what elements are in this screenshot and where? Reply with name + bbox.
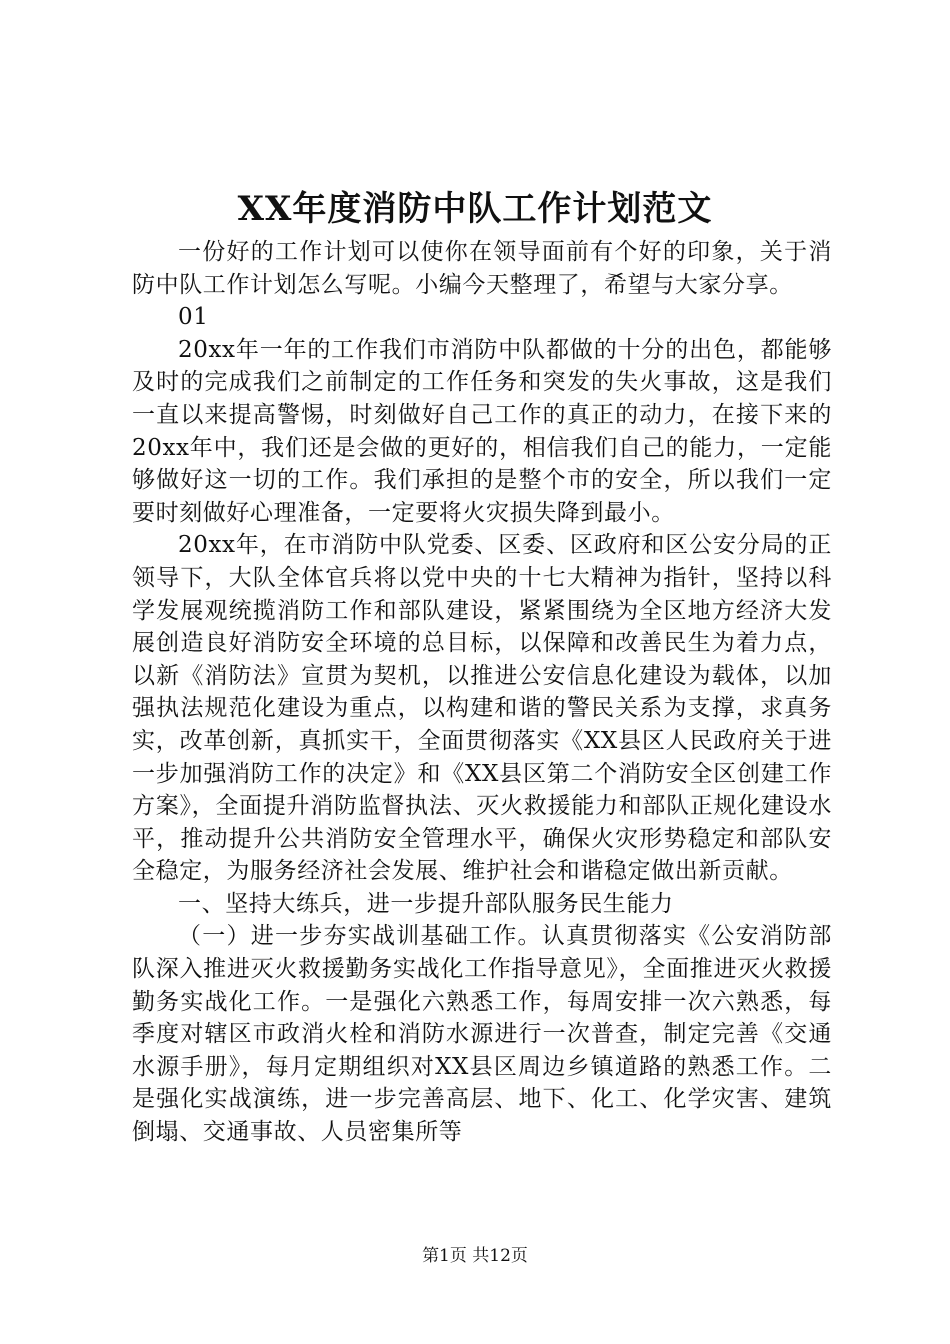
paragraph-intro: 一份好的工作计划可以使你在领导面前有个好的印象，关于消防中队工作计划怎么写呢。小编今天整理了，希望与大家分享。 [132, 239, 832, 298]
page-footer: 第1页 共12页 [422, 1246, 528, 1266]
document-body [132, 236, 832, 1149]
document-title: XX年度消防中队工作计划范文 [237, 189, 713, 229]
paragraph-guidance: 20xx年，在市消防中队党委、区委、区政府和区公安分局的正领导下，大队全体官兵将以党中央的十七大精神为指针，坚持以科学发展观统揽消防工作和部队建设，紧紧围绕为全区地方经济大发展创造良好消防安全环境的总目标，以保障和改善民生为着力点，以新《消防法》宣贯为契机，以推进公安信息化建设为载体，以加强执法规范化建设为重点，以构建和谐的警民关系为支撑，求真务实，改革创新，真抓实干，全面贯彻落实《XX县区人民政府关于进一步加强消防工作的决定》和《XX县区第二个消防安全区创建工作方案》，全面提升消防监督执法、灭火救援能力和部队正规化建设水平，推动提升公共消防安全管理水平，确保火灾形势稳定和部队安全稳定，为服务经济社会发展、维护社会和谐稳定做出新贡献。 [132, 532, 832, 885]
section-number: 01 [178, 304, 209, 331]
section-heading: 一、坚持大练兵，进一步提升部队服务民生能力 [178, 890, 674, 917]
paragraph-summary: 20xx年一年的工作我们市消防中队都做的十分的出色，都能够及时的完成我们之前制定的工作任务和突发的失火事故，这是我们一直以来提高警惕，时刻做好自己工作的真正的动力，在接下来的20xx年中，我们还是会做的更好的，相信我们自己的能力，一定能够做好这一切的工作。我们承担的是整个市的安全，所以我们一定要时刻做好心理准备，一定要将火灾损失降到最小。 [132, 336, 832, 526]
paragraph-training: （一）进一步夯实战训基础工作。认真贯彻落实《公安消防部队深入推进灭火救援勤务实战化工作指导意见》，全面推进灭火救援勤务实战化工作。一是强化六熟悉工作，每周安排一次六熟悉，每季度对辖区市政消火栓和消防水源进行一次普查，制定完善《交通水源手册》，每月定期组织对XX县区周边乡镇道路的熟悉工作。二是强化实战演练，进一步完善高层、地下、化工、化学灾害、建筑倒塌、交通事故、人员密集所等 [132, 923, 832, 1146]
